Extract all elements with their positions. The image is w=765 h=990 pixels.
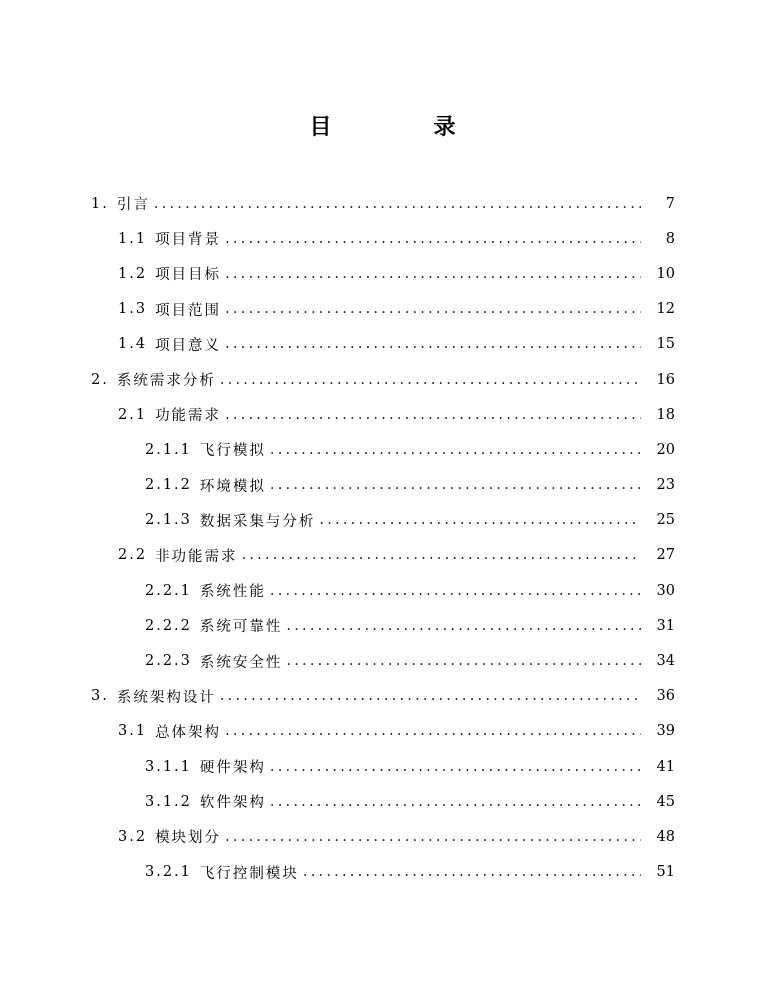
toc-dot-leader [286,618,641,634]
toc-entry-page-number: 41 [656,758,675,775]
toc-entry-title: 功能需求 [155,408,222,425]
toc-entry-page-number: 39 [656,723,675,740]
toc-entry-number: 3.2.1 [145,864,192,881]
toc-entry[interactable] [0,292,765,327]
toc-entry-title: 项目背景 [155,232,222,249]
toc-dot-leader [270,442,641,458]
toc-entry[interactable] [0,714,765,749]
toc-entry-title: 模块划分 [155,830,222,847]
toc-entry[interactable] [0,855,765,890]
toc-dot-leader [225,301,641,317]
toc-entry-page-number: 12 [656,301,675,318]
toc-entry[interactable] [0,749,765,784]
toc-entry[interactable] [0,643,765,678]
toc-entry[interactable] [0,221,765,256]
toc-entry-number: 1.1 [118,230,148,247]
toc-dot-leader [220,688,641,704]
toc-entry-number: 2.2.3 [145,653,192,670]
toc-entry-number: 3.2 [118,828,148,845]
toc-entry-number: 2. [91,371,109,388]
toc-entry-title: 数据采集与分析 [199,513,316,530]
toc-entry-number: 3.1.2 [145,793,192,810]
toc-entry-page-number: 30 [656,582,675,599]
toc-entry-title: 系统性能 [199,584,266,601]
toc-dot-leader [225,336,641,352]
table-of-contents [0,186,765,890]
toc-entry-page-number: 45 [656,793,675,810]
toc-entry-number: 2.2 [118,547,148,564]
toc-entry-number: 1.4 [118,336,148,353]
toc-entry-page-number: 23 [656,477,675,494]
toc-entry-title: 飞行模拟 [199,443,266,460]
toc-entry-page-number: 8 [665,230,675,247]
toc-dot-leader [242,547,641,563]
toc-dot-leader [319,512,641,528]
toc-entry-page-number: 16 [656,371,675,388]
toc-entry-title: 环境模拟 [199,478,266,495]
toc-entry-number: 1.2 [118,265,148,282]
toc-entry-number: 2.1.1 [145,441,192,458]
toc-entry-title: 总体架构 [155,724,222,741]
toc-entry-title: 系统需求分析 [116,373,216,390]
toc-entry-number: 1.3 [118,301,148,318]
toc-entry-number: 3.1 [118,723,148,740]
page-title: 目 录 [309,115,496,140]
toc-entry-page-number: 36 [656,688,675,705]
toc-entry-page-number: 15 [656,336,675,353]
toc-entry-number: 2.1.3 [145,512,192,529]
toc-entry-title: 飞行控制模块 [199,865,299,882]
toc-dot-leader [220,372,641,388]
toc-entry[interactable] [0,362,765,397]
toc-entry[interactable] [0,538,765,573]
toc-dot-leader [154,196,641,212]
toc-entry-title: 硬件架构 [199,760,266,777]
toc-entry-page-number: 25 [656,512,675,529]
toc-entry[interactable] [0,186,765,221]
toc-entry-title: 项目目标 [155,267,222,284]
toc-dot-leader [270,794,641,810]
toc-entry-page-number: 10 [656,265,675,282]
toc-entry[interactable] [0,608,765,643]
toc-entry-page-number: 18 [656,406,675,423]
toc-dot-leader [225,266,641,282]
toc-dot-leader [286,653,641,669]
toc-entry[interactable] [0,573,765,608]
toc-dot-leader [225,407,641,423]
toc-entry-title: 系统安全性 [199,654,283,671]
toc-dot-leader [303,864,641,880]
toc-entry-page-number: 7 [665,195,675,212]
toc-entry-number: 2.2.2 [145,617,192,634]
toc-entry[interactable] [0,679,765,714]
toc-entry-page-number: 51 [656,864,675,881]
toc-dot-leader [225,829,641,845]
toc-entry-page-number: 27 [656,547,675,564]
toc-entry-title: 引言 [116,197,150,214]
toc-entry-number: 3. [91,688,109,705]
toc-entry[interactable] [0,819,765,854]
toc-entry-title: 系统架构设计 [116,689,216,706]
toc-entry-title: 系统可靠性 [199,619,283,636]
toc-entry-title: 项目范围 [155,302,222,319]
toc-entry[interactable] [0,397,765,432]
toc-entry-page-number: 20 [656,441,675,458]
toc-entry-number: 3.1.1 [145,758,192,775]
toc-entry-number: 2.1.2 [145,477,192,494]
toc-entry-number: 2.2.1 [145,582,192,599]
toc-entry-title: 软件架构 [199,795,266,812]
toc-entry[interactable] [0,468,765,503]
toc-entry[interactable] [0,432,765,467]
toc-entry[interactable] [0,503,765,538]
toc-entry-page-number: 48 [656,828,675,845]
toc-dot-leader [225,723,641,739]
toc-dot-leader [270,477,641,493]
toc-entry-title: 非功能需求 [155,548,238,565]
toc-entry[interactable] [0,256,765,291]
toc-entry-number: 2.1 [118,406,148,423]
toc-dot-leader [270,583,641,599]
toc-dot-leader [270,759,641,775]
toc-entry[interactable] [0,327,765,362]
toc-entry-number: 1. [91,195,109,212]
toc-dot-leader [225,231,641,247]
toc-entry-page-number: 34 [656,653,675,670]
toc-entry[interactable] [0,784,765,819]
toc-entry-page-number: 31 [656,617,675,634]
toc-entry-title: 项目意义 [155,337,222,354]
